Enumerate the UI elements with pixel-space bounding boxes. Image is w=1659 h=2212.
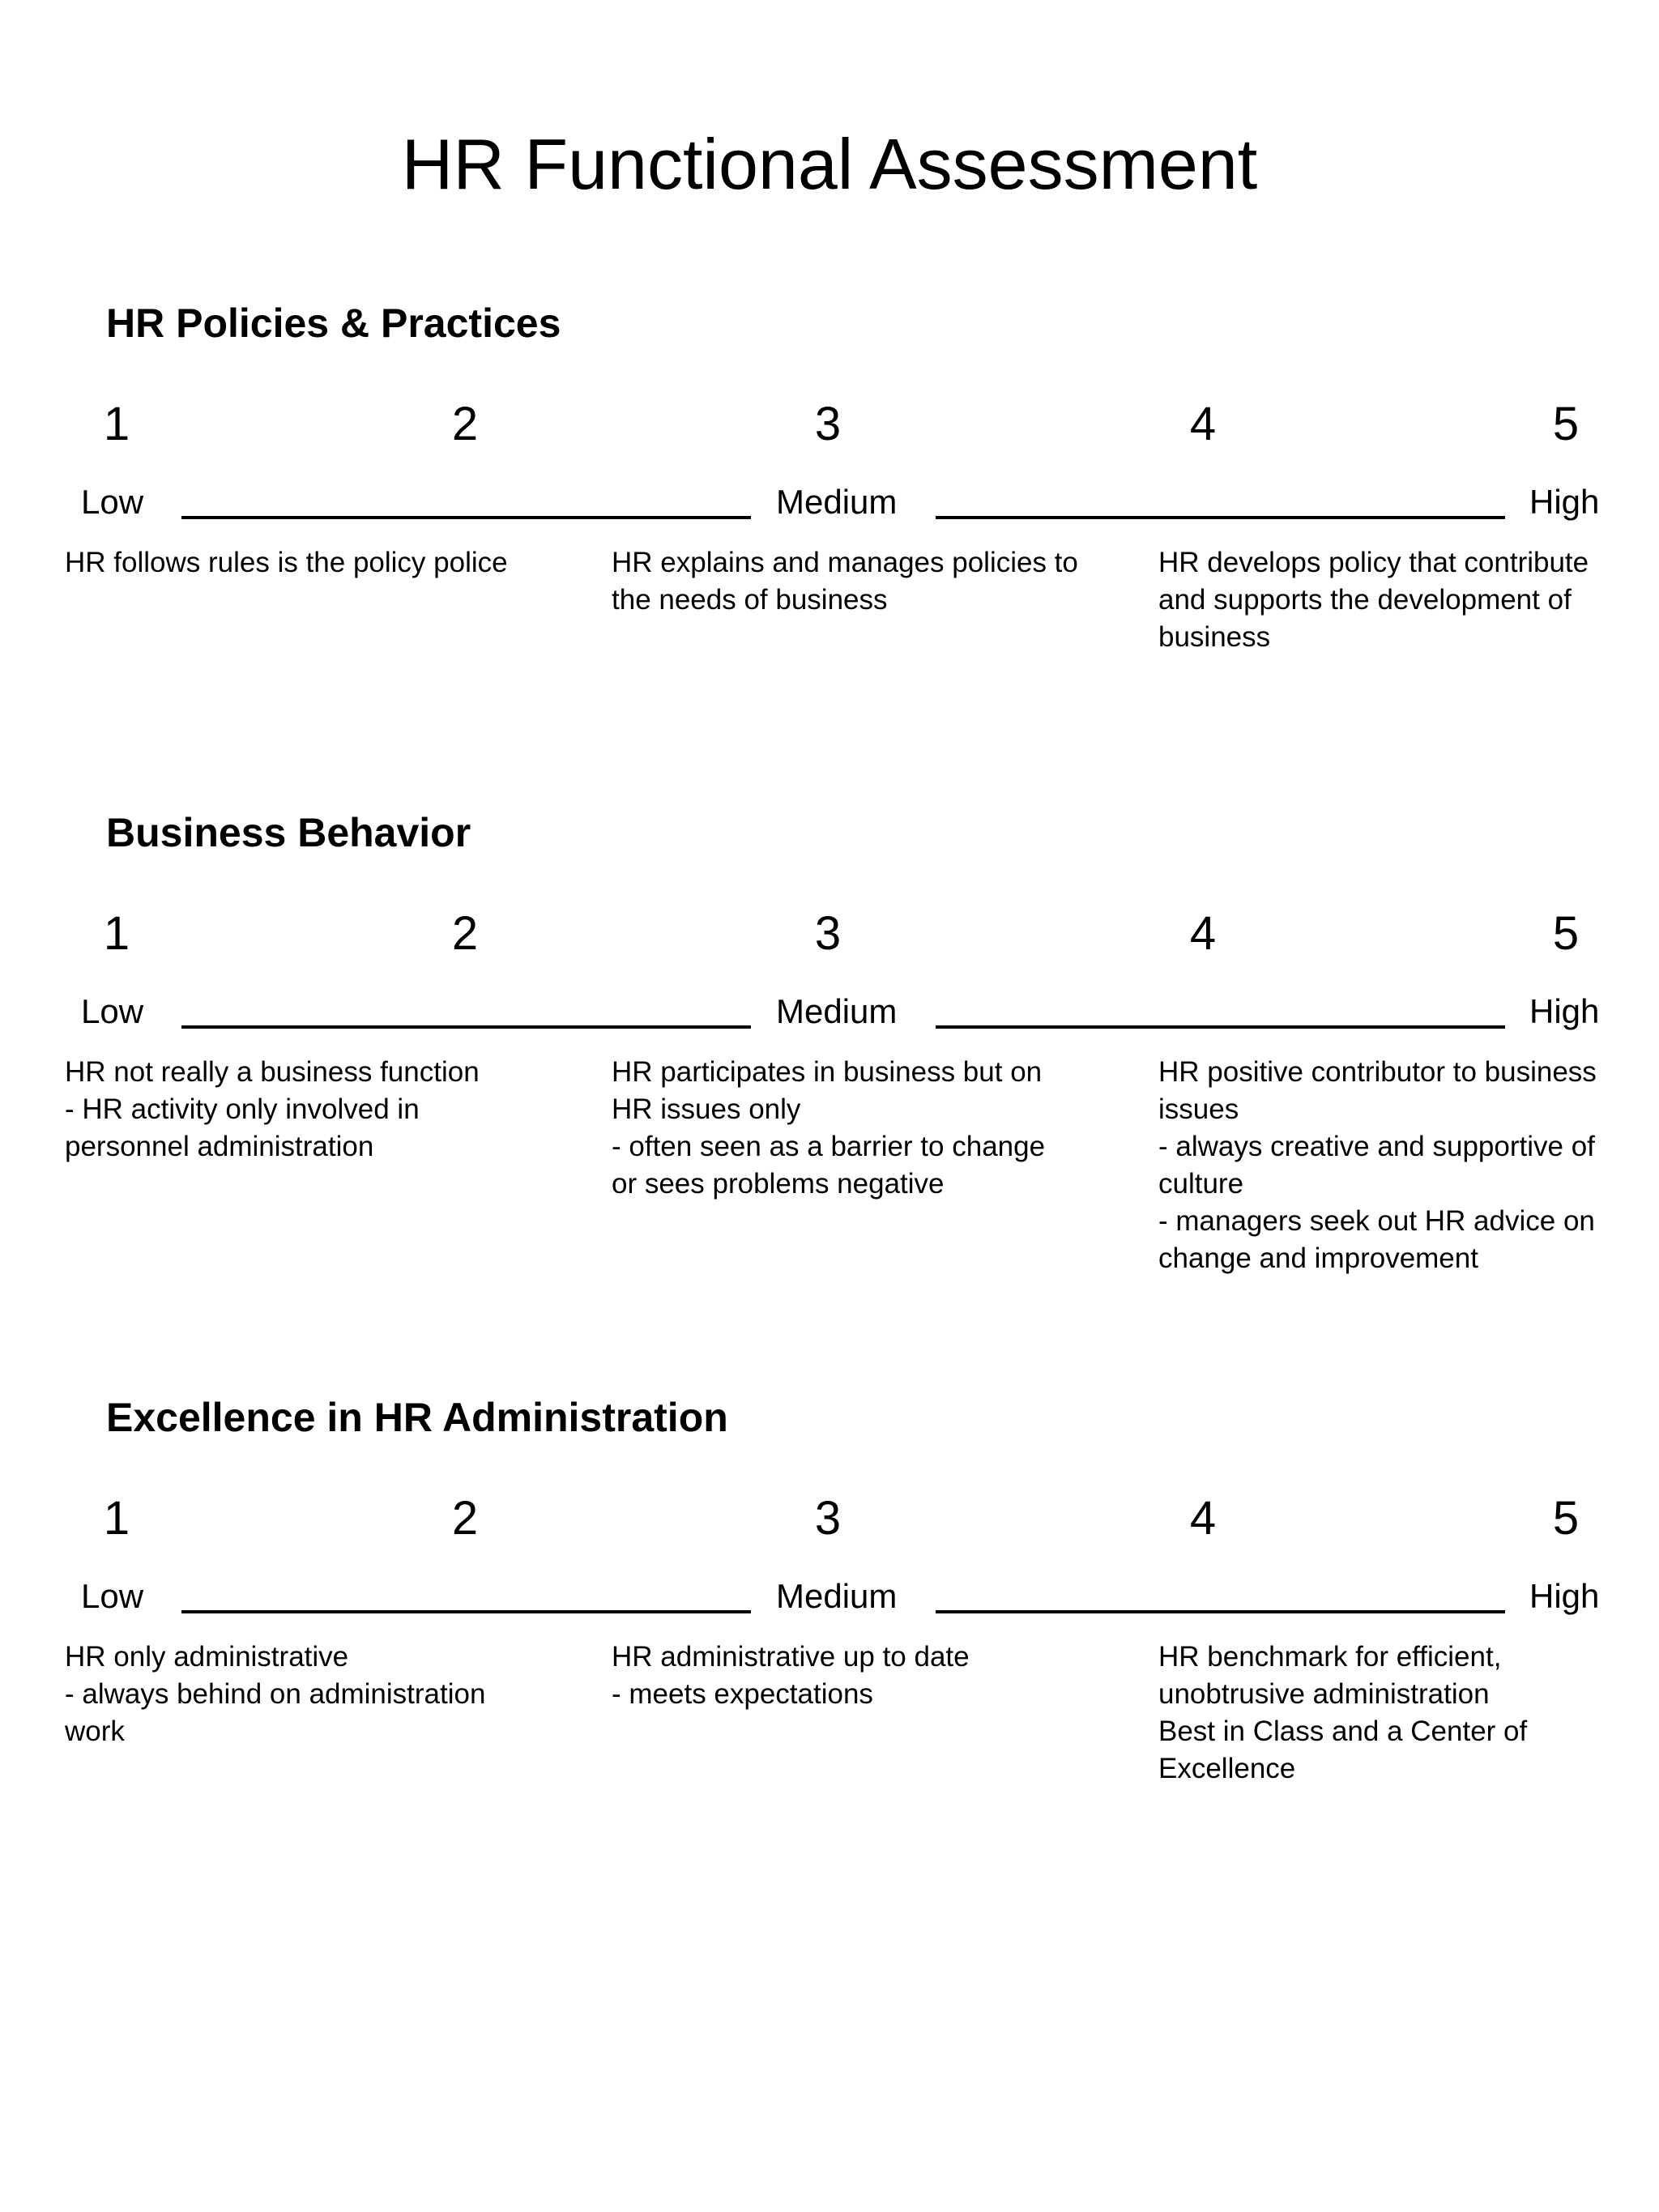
- description-line: HR participates in business but on: [612, 1056, 1043, 1088]
- scale-number-1: 1: [103, 907, 130, 960]
- description-line: HR only administrative: [65, 1641, 349, 1673]
- scale-label-medium: Medium: [776, 483, 898, 521]
- description-line: HR develops policy that contribute: [1158, 547, 1589, 578]
- description-line: - always behind on administration: [65, 1678, 486, 1710]
- description-low: [65, 1054, 575, 1166]
- description-line: Excellence: [1158, 1753, 1296, 1784]
- scale-number-4: 4: [1189, 1492, 1217, 1545]
- description-low: [65, 544, 575, 582]
- assessment-section-hr-administration: [0, 1392, 1659, 1845]
- description-line: issues: [1158, 1093, 1239, 1125]
- description-line: and supports the development of: [1158, 584, 1572, 616]
- description-line: work: [65, 1715, 125, 1747]
- scale-number-3: 3: [814, 907, 842, 960]
- scale-line-medium-high: [936, 516, 1505, 519]
- section-heading: HR Policies & Practices: [106, 300, 561, 346]
- description-line: - managers seek out HR advice on: [1158, 1205, 1595, 1237]
- scale-number-1: 1: [103, 398, 130, 450]
- description-line: HR administrative up to date: [612, 1641, 970, 1673]
- description-line: HR follows rules is the policy police: [65, 547, 508, 578]
- description-line: - HR activity only involved in: [65, 1093, 420, 1125]
- scale-label-low: Low: [81, 992, 144, 1030]
- description-line: business: [1158, 621, 1271, 653]
- description-high: [1158, 544, 1659, 656]
- description-line: the needs of business: [612, 584, 888, 616]
- scale-line-medium-high: [936, 1025, 1505, 1029]
- scale-line-low-medium: [181, 1610, 751, 1613]
- scale-label-medium: Medium: [776, 992, 898, 1030]
- scale-number-3: 3: [814, 1492, 842, 1545]
- scale-number-5: 5: [1552, 398, 1580, 450]
- description-medium: [612, 1054, 1122, 1203]
- scale-number-4: 4: [1189, 398, 1217, 450]
- scale-label-medium: Medium: [776, 1577, 898, 1615]
- description-line: HR benchmark for efficient,: [1158, 1641, 1502, 1673]
- description-medium: [612, 544, 1122, 619]
- scale-line-low-medium: [181, 516, 751, 519]
- description-line: HR explains and manages policies to: [612, 547, 1078, 578]
- description-line: HR positive contributor to business: [1158, 1056, 1597, 1088]
- scale-number-3: 3: [814, 398, 842, 450]
- description-high: [1158, 1054, 1659, 1277]
- assessment-section-policies: [0, 297, 1659, 751]
- scale-number-2: 2: [451, 1492, 479, 1545]
- section-heading: Business Behavior: [106, 810, 471, 855]
- description-line: Best in Class and a Center of: [1158, 1715, 1528, 1747]
- scale-number-2: 2: [451, 907, 479, 960]
- description-line: change and improvement: [1158, 1242, 1478, 1274]
- scale-number-1: 1: [103, 1492, 130, 1545]
- description-line: unobtrusive administration: [1158, 1678, 1490, 1710]
- description-line: HR issues only: [612, 1093, 801, 1125]
- description-line: or sees problems negative: [612, 1168, 945, 1200]
- scale-label-high: High: [1529, 992, 1600, 1030]
- scale-number-5: 5: [1552, 907, 1580, 960]
- section-heading: Excellence in HR Administration: [106, 1395, 728, 1440]
- description-line: - often seen as a barrier to change: [612, 1131, 1046, 1162]
- scale-line-medium-high: [936, 1610, 1505, 1613]
- description-line: HR not really a business function: [65, 1056, 480, 1088]
- scale-label-high: High: [1529, 483, 1600, 521]
- scale-line-low-medium: [181, 1025, 751, 1029]
- scale-label-low: Low: [81, 483, 144, 521]
- scale-label-high: High: [1529, 1577, 1600, 1615]
- assessment-section-business-behavior: [0, 807, 1659, 1274]
- description-line: - always creative and supportive of: [1158, 1131, 1595, 1162]
- description-line: personnel administration: [65, 1131, 374, 1162]
- description-low: [65, 1639, 575, 1750]
- description-line: culture: [1158, 1168, 1244, 1200]
- scale-number-4: 4: [1189, 907, 1217, 960]
- description-medium: [612, 1639, 1122, 1713]
- scale-number-2: 2: [451, 398, 479, 450]
- page-title: HR Functional Assessment: [401, 124, 1258, 204]
- description-line: - meets expectations: [612, 1678, 873, 1710]
- scale-number-5: 5: [1552, 1492, 1580, 1545]
- description-high: [1158, 1639, 1659, 1788]
- scale-label-low: Low: [81, 1577, 144, 1615]
